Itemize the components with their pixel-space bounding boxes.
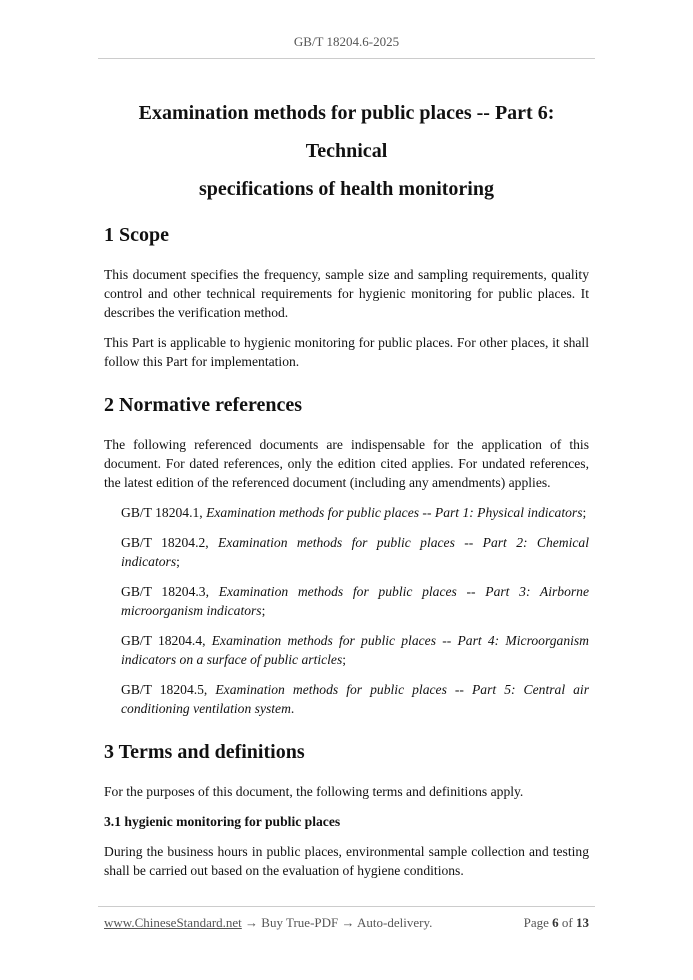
reference-code: GB/T 18204.2, — [121, 535, 219, 550]
reference-title: Examination methods for public places -- Part 4: Microorganism indicators on a surface of public articles — [121, 633, 590, 667]
reference-end: ; — [342, 652, 347, 667]
total-pages: 13 — [576, 915, 589, 930]
reference-title: Examination methods for public places -- Part 2: Chemical indicators — [121, 535, 589, 569]
document-title — [98, 94, 595, 208]
of-label: of — [558, 915, 576, 930]
section-heading-scope: 1 Scope — [104, 224, 169, 246]
reference-title: Examination methods for public places -- Part 5: Central air conditioning ventilation system — [121, 682, 589, 716]
title-line-2: specifications of health monitoring — [199, 178, 494, 200]
reference-end: ; — [176, 554, 180, 569]
reference-end: ; — [582, 505, 587, 520]
normative-reference — [121, 582, 589, 620]
footer-promo — [104, 915, 432, 931]
normative-reference — [121, 680, 589, 718]
page-label: Page — [523, 915, 553, 930]
reference-end: ; — [261, 603, 266, 618]
website-link[interactable]: www.ChineseStandard.net — [104, 915, 242, 930]
section-heading-terms: 3 Terms and definitions — [104, 741, 305, 763]
reference-code: GB/T 18204.5, — [121, 682, 216, 697]
running-header: GB/T 18204.6-2025 — [293, 34, 400, 49]
normative-reference — [121, 503, 589, 522]
paragraph: During the business hours in public places, environmental sample collection and testing shall be carried out based on the evaluation of hygiene conditions. — [104, 844, 589, 878]
paragraph: For the purposes of this document, the following terms and definitions apply. — [104, 784, 524, 799]
reference-title: Examination methods for public places -- Part 1: Physical indicators — [206, 505, 583, 520]
reference-title: Examination methods for public places -- Part 3: Airborne microorganism indicators — [121, 584, 590, 618]
paragraph: This Part is applicable to hygienic monitoring for public places. For other places, it shall follow this Part for implementation. — [104, 335, 589, 369]
footer-rule — [98, 906, 595, 907]
paragraph: The following referenced documents are indispensable for the application of this document. For dated references, only the edition cited applies. For undated references, the latest edition of the referenced document (including any amendments) applies. — [104, 437, 589, 490]
term-heading: 3.1 hygienic monitoring for public places — [104, 814, 341, 829]
title-line-1: Examination methods for public places -- Part 6: Technical — [138, 102, 555, 162]
reference-code: GB/T 18204.3, — [121, 584, 219, 599]
normative-reference — [121, 533, 589, 571]
paragraph: This document specifies the frequency, sample size and sampling requirements, quality control and other technical requirements for hygienic monitoring for public places. It describes the verification method. — [104, 267, 589, 320]
reference-end: . — [290, 701, 295, 716]
footer — [104, 915, 589, 931]
reference-code: GB/T 18204.1, — [121, 505, 207, 520]
footer-promo-text: → Buy True-PDF → Auto-delivery. — [241, 915, 433, 930]
header-rule — [98, 58, 595, 59]
document-body — [104, 222, 589, 891]
reference-code: GB/T 18204.4, — [121, 633, 212, 648]
normative-reference — [121, 631, 589, 669]
section-heading-normative-references: 2 Normative references — [104, 394, 303, 416]
current-page: 6 — [552, 915, 559, 930]
page-number — [524, 915, 589, 931]
